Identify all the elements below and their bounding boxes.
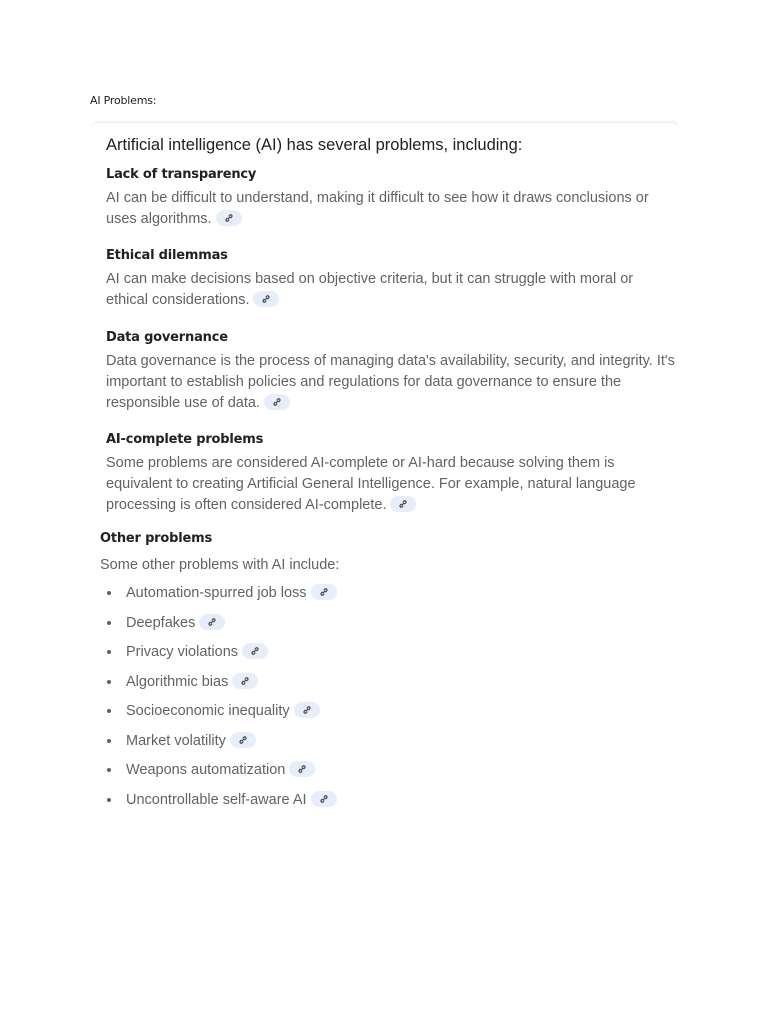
section-body: [106, 269, 678, 311]
section-data-governance: [106, 329, 678, 414]
bullet-icon: [107, 798, 111, 802]
source-link-button[interactable]: [294, 702, 320, 718]
section-title: Lack of transparency: [106, 167, 257, 182]
other-problems-list: [100, 583, 678, 819]
list-item-label: Socioeconomic inequality: [126, 703, 290, 719]
list-item-label: Privacy violations: [126, 644, 239, 660]
list-item-label: Deepfakes: [126, 614, 196, 631]
list-item-label: Market volatility: [126, 732, 226, 749]
bullet-icon: [107, 709, 111, 713]
list-item: [100, 672, 678, 702]
ai-overview-screenshot: [92, 122, 678, 822]
section-body: [106, 351, 678, 414]
link-icon: [302, 705, 312, 715]
section-text: Some problems are considered AI-complete or AI-hard because solving them is equivalent to creating Artificial General Intelligence. For example, natural language processing is often considered AI-complete.: [106, 455, 636, 513]
other-problems-title: Other problems: [100, 531, 212, 546]
source-link-button[interactable]: [199, 614, 225, 630]
link-icon: [250, 646, 260, 656]
bullet-icon: [107, 621, 111, 625]
list-item: [100, 790, 678, 820]
section-lack-of-transparency: [106, 166, 678, 230]
section-text: AI can be difficult to understand, making it difficult to see how it draws conclusions or uses algorithms.: [106, 190, 649, 227]
link-icon: [224, 213, 234, 223]
section-title: AI-complete problems: [106, 432, 264, 447]
answer-intro: Artificial intelligence (AI) has several problems, including:: [106, 136, 523, 154]
section-text: Data governance is the process of managing data's availability, security, and integrity. It's important to establish policies and regulations for data governance to ensure the responsible use of data.: [106, 353, 675, 411]
other-problems-intro: Some other problems with AI include:: [100, 557, 340, 573]
card-top-edge: [92, 122, 678, 131]
bullet-icon: [107, 650, 111, 654]
list-item-label: Algorithmic bias: [126, 673, 229, 690]
section-title: Ethical dilemmas: [106, 248, 228, 263]
link-icon: [207, 617, 217, 627]
link-icon: [238, 735, 248, 745]
list-item-label: Weapons automatization: [126, 762, 286, 778]
link-icon: [240, 676, 250, 686]
section-body: [106, 453, 678, 516]
source-link-button[interactable]: [264, 394, 290, 410]
link-icon: [272, 397, 282, 407]
bullet-icon: [107, 768, 111, 772]
link-icon: [398, 499, 408, 509]
list-item: [100, 701, 678, 731]
bullet-icon: [107, 591, 111, 595]
list-item: [100, 642, 678, 672]
list-item: [100, 760, 678, 790]
document-heading: AI Problems:: [90, 94, 157, 107]
section-ethical-dilemmas: [106, 247, 678, 311]
list-item-label: Uncontrollable self-aware AI: [126, 791, 307, 808]
section-other-problems: [100, 530, 678, 819]
list-item: [100, 731, 678, 761]
source-link-button[interactable]: [311, 584, 337, 600]
source-link-button[interactable]: [390, 496, 416, 512]
bullet-icon: [107, 680, 111, 684]
source-link-button[interactable]: [216, 210, 242, 226]
source-link-button[interactable]: [253, 291, 279, 307]
source-link-button[interactable]: [230, 732, 256, 748]
section-title: Data governance: [106, 330, 228, 345]
link-icon: [319, 587, 329, 597]
source-link-button[interactable]: [232, 673, 258, 689]
source-link-button[interactable]: [289, 761, 315, 777]
link-icon: [261, 294, 271, 304]
link-icon: [319, 794, 329, 804]
source-link-button[interactable]: [311, 791, 337, 807]
link-icon: [297, 764, 307, 774]
list-item: [100, 613, 678, 643]
source-link-button[interactable]: [242, 643, 268, 659]
section-body: [106, 188, 678, 230]
list-item-label: Automation-spurred job loss: [126, 585, 307, 601]
list-item: [100, 583, 678, 613]
section-ai-complete-problems: [106, 431, 678, 516]
bullet-icon: [107, 739, 111, 743]
section-text: AI can make decisions based on objective criteria, but it can struggle with moral or ethical considerations.: [106, 271, 634, 308]
